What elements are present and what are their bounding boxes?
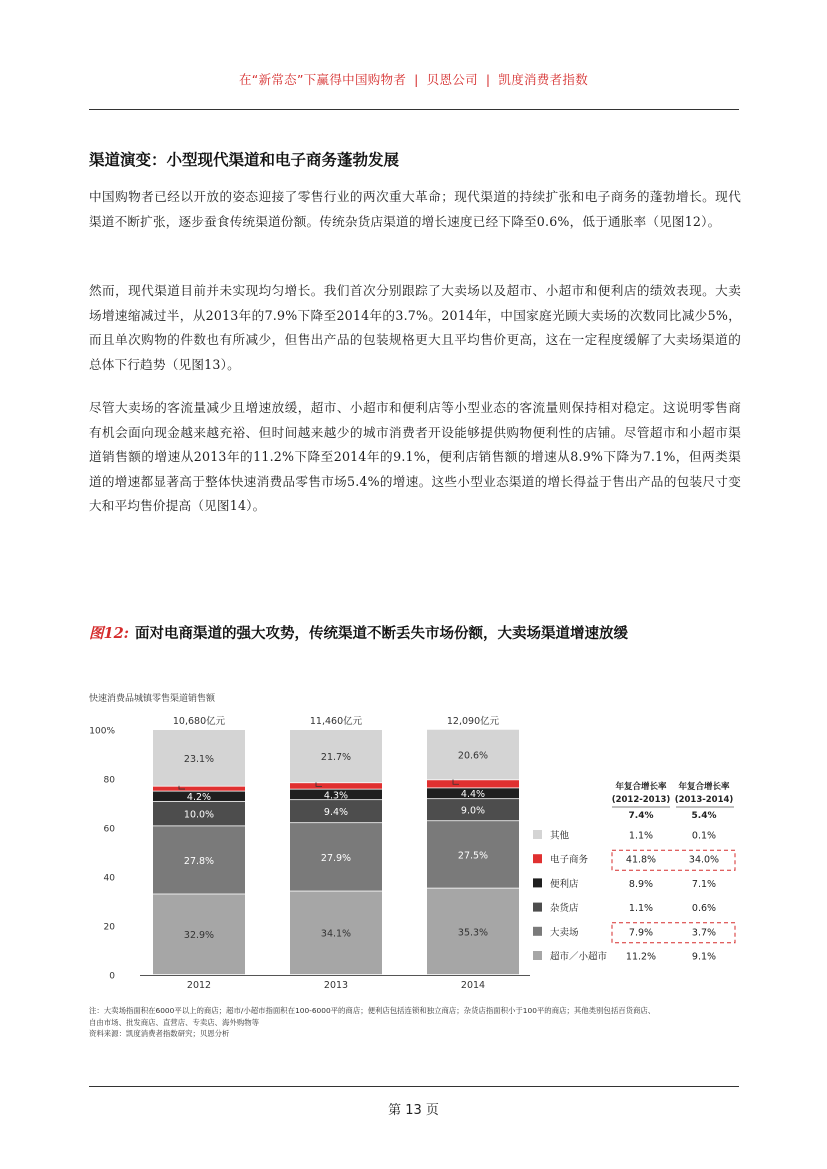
header-source: 凯度消费者指数 <box>498 72 588 87</box>
header-separator: | <box>485 72 491 87</box>
cagr-value-2: 0.6% <box>691 903 717 915</box>
cagr-value-2: 3.7% <box>691 927 717 939</box>
x-tick-label: 2012 <box>186 980 212 991</box>
cagr-value-2: 9.1% <box>691 951 717 963</box>
total-label: 11,460亿元 <box>309 716 363 727</box>
y-tick-label: 0 <box>109 971 115 982</box>
note-line: 注：大卖场指面积在6000平以上的商店；超市/小超市指面积在100-6000平的商店；便利店包括连锁和独立商店；杂货店指面积小于100平的商店；其他类别包括百货商店、 <box>89 1006 656 1015</box>
footer-rule <box>89 1086 739 1087</box>
y-tick-label: 20 <box>103 922 115 933</box>
legend-swatch <box>533 903 542 912</box>
data-label: 10.0% <box>183 809 215 821</box>
y-tick-label: 60 <box>103 824 115 835</box>
data-label: 27.5% <box>457 850 489 862</box>
data-label: 23.1% <box>183 753 215 765</box>
cagr-period-2: (2013-2014) <box>674 795 734 805</box>
legend-label: 超市／小超市 <box>550 951 608 963</box>
cagr-period-1: (2012-2013) <box>611 795 671 805</box>
header-company: 贝恩公司 <box>426 72 478 87</box>
bar-segment <box>290 783 382 789</box>
cagr-header-1: 年复合增长率 <box>615 782 667 792</box>
total-label: 10,680亿元 <box>172 716 226 727</box>
bar-segment <box>427 780 519 787</box>
legend-label: 便利店 <box>550 878 579 890</box>
paragraph-1: 中国购物者已经以开放的姿态迎接了零售行业的两次重大革命；现代渠道的持续扩张和电子商务的蓬勃增长。现代渠道不断扩张，逐步蚕食传统渠道份额。传统杂货店渠道的增长速度已经下降至0.6%，低于通胀率（见图12）。 <box>89 189 741 229</box>
section-title: 渠道演变：小型现代渠道和电子商务蓬勃发展 <box>89 151 400 169</box>
data-label: 34.1% <box>320 928 352 940</box>
y-axis-label: 快速消费品城镇零售渠道销售额 <box>89 694 216 704</box>
header-title: 在“新常态”下赢得中国购物者 <box>239 72 407 87</box>
cagr-value-1: 1.1% <box>628 830 654 842</box>
legend-swatch <box>533 830 542 839</box>
data-label: 27.8% <box>183 855 215 867</box>
data-label: 32.9% <box>183 930 215 942</box>
note-line: 自由市场、批发商店、直营店、专卖店、海外购物等 <box>89 1017 259 1027</box>
cagr-value-1: 1.1% <box>628 903 654 915</box>
page-number: 第 13 页 <box>388 1103 439 1118</box>
legend-label: 其他 <box>550 830 570 842</box>
data-label: 21.7% <box>320 752 352 764</box>
figure-notes <box>89 1005 739 1040</box>
legend-swatch <box>533 878 542 887</box>
cagr-value-2: 34.0% <box>688 854 720 866</box>
data-label: 35.3% <box>457 927 489 939</box>
y-tick-label: 40 <box>103 873 115 884</box>
data-label: 20.6% <box>457 750 489 762</box>
figure-number: 图12: <box>89 625 130 642</box>
legend-label: 杂货店 <box>550 903 579 915</box>
data-label: 9.4% <box>323 807 349 819</box>
data-label: 4.2% <box>186 792 212 804</box>
y-tick-label: 80 <box>103 775 115 786</box>
y-tick-label: 100% <box>89 726 115 737</box>
cagr-value-1: 8.9% <box>628 878 654 890</box>
cagr-total-1: 7.4% <box>628 811 654 821</box>
total-label: 12,090亿元 <box>446 716 500 727</box>
data-label: 27.9% <box>320 852 352 864</box>
cagr-header-2: 年复合增长率 <box>678 782 730 792</box>
legend-swatch <box>533 951 542 960</box>
bar-segment <box>153 787 245 791</box>
source-line: 资料来源：凯度消费者指数研究；贝恩分析 <box>89 1029 230 1038</box>
x-tick-label: 2013 <box>323 980 349 991</box>
paragraph-2: 然而，现代渠道目前并未实现均匀增长。我们首次分别跟踪了大卖场以及超市、小超市和便利店的绩效表现。大卖场增速缩减过半，从2013年的7.9%下降至2014年的3.7%。2014年，中国家庭光顾大卖场的次数同比减少5%，而且单次购物的件数也有所减少，但售出产品的包装规格更大且平均售价更高，这在一定程度缓解了大卖场渠道的总体下行趋势（见图13）。 <box>89 283 741 372</box>
legend-swatch <box>533 927 542 936</box>
data-label: 4.3% <box>323 790 349 802</box>
paragraph-3: 尽管大卖场的客流量减少且增速放缓，超市、小超市和便利店等小型业态的客流量则保持相对稳定。这说明零售商有机会面向现金越来越充裕、但时间越来越少的城市消费者开设能够提供购物便利性的店铺。尽管超市和小超市渠道销售额的增速从2013年的11.2%下降至2014年的9.1%，便利店销售额的增速从8.9%下降为7.1%，但两类渠道的增速都显著高于整体快速消费品零售市场5.4%的增速。这些小型业态渠道的增长得益于售出产品的包装尺寸变大和平均售价提高（见图14）。 <box>89 400 741 513</box>
cagr-value-1: 7.9% <box>628 927 654 939</box>
cagr-value-1: 41.8% <box>625 854 657 866</box>
legend-swatch <box>533 854 542 863</box>
cagr-value-2: 7.1% <box>691 878 717 890</box>
legend-label: 电子商务 <box>550 854 589 866</box>
header-separator: | <box>414 72 419 87</box>
x-tick-label: 2014 <box>460 980 486 991</box>
data-label: 4.4% <box>460 789 486 801</box>
cagr-value-2: 0.1% <box>691 830 717 842</box>
legend-label: 大卖场 <box>550 927 579 939</box>
data-label: 9.0% <box>460 805 486 817</box>
cagr-total-2: 5.4% <box>691 811 717 821</box>
cagr-value-1: 11.2% <box>625 951 657 963</box>
figure-caption: 面对电商渠道的强大攻势，传统渠道不断丢失市场份额，大卖场渠道增速放缓 <box>135 626 629 642</box>
